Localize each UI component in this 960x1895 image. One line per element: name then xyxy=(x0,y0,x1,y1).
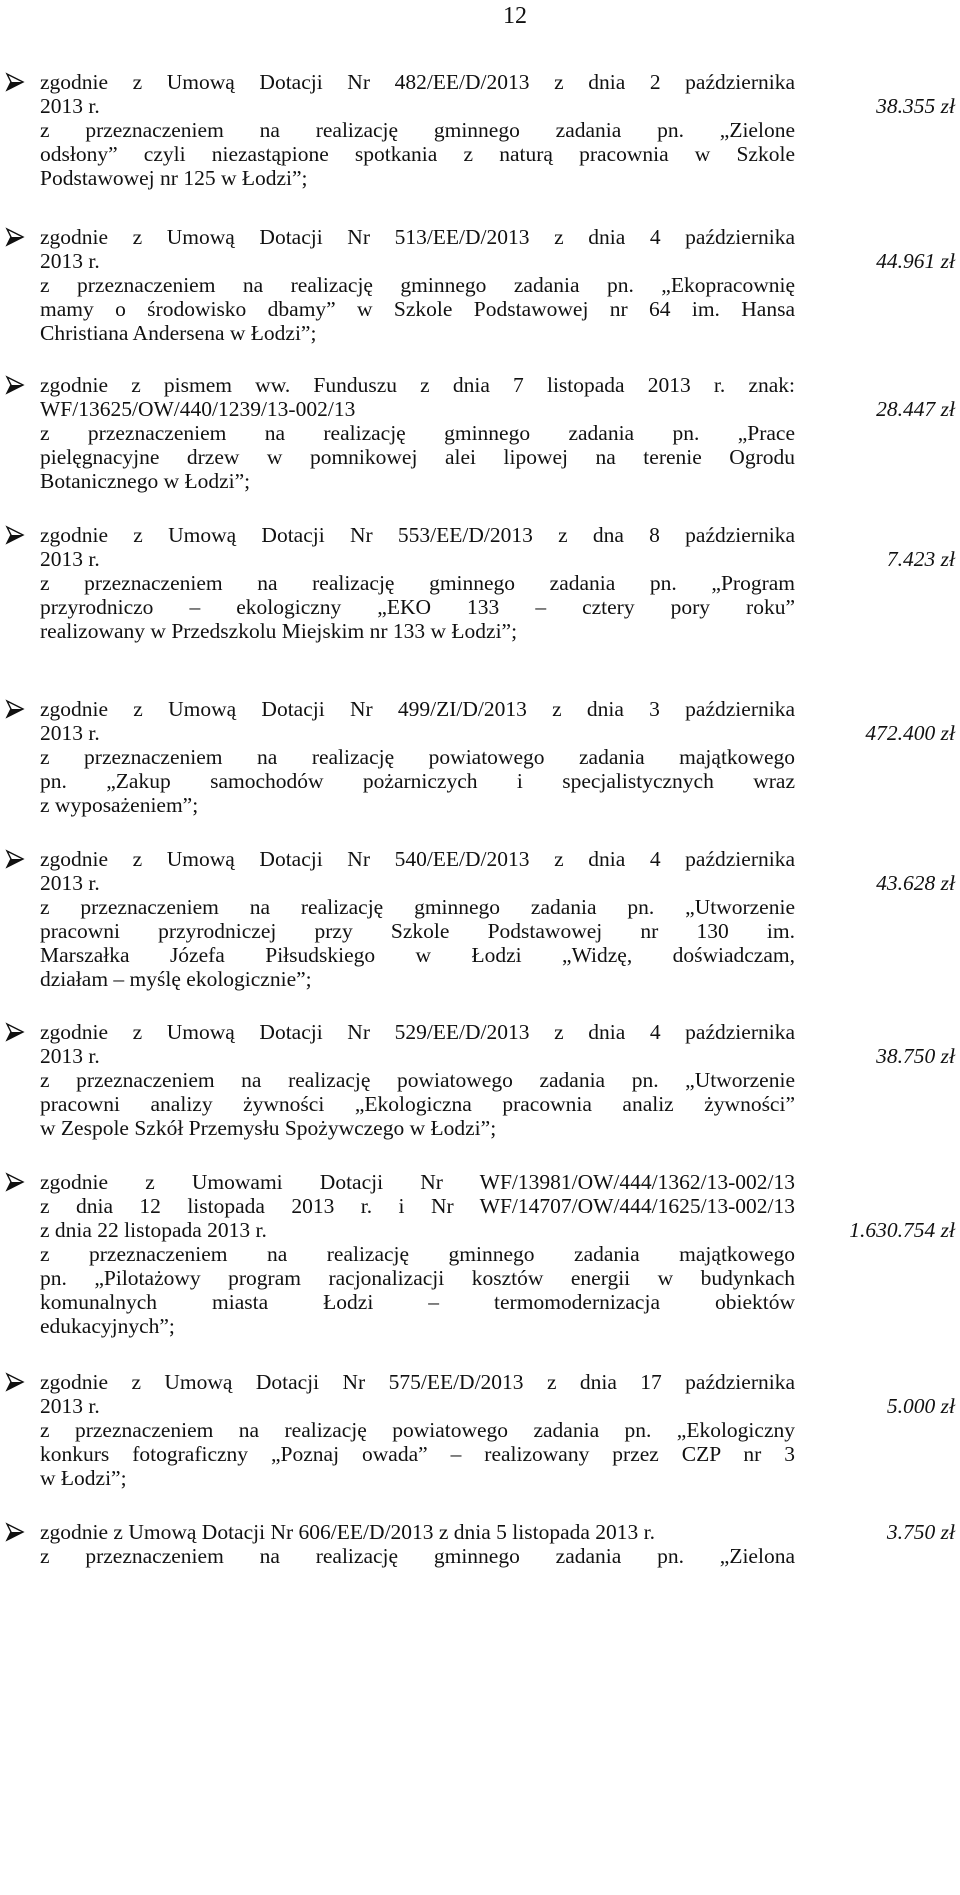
text-line: pn. „Pilotażowy program racjonalizacji kosztów energii w budynkach xyxy=(40,1266,795,1290)
page-number: 12 xyxy=(503,3,527,29)
text-line: zgodnie z Umową Dotacji Nr 529/EE/D/2013 z dnia 4 października xyxy=(40,1020,795,1044)
text-line: zgodnie z Umową Dotacji Nr 606/EE/D/2013 z dnia 5 listopada 2013 r. xyxy=(40,1520,656,1544)
text-line: z przeznaczeniem na realizację powiatowego zadania pn. „Utworzenie xyxy=(40,1068,795,1092)
text-line: z przeznaczeniem na realizację gminnego zadania pn. „Ekopracownię xyxy=(40,273,795,297)
text-line: mamy o środowisko dbamy” w Szkole Podstawowej nr 64 im. Hansa xyxy=(40,297,795,321)
text-line: zgodnie z pismem ww. Funduszu z dnia 7 listopada 2013 r. znak: xyxy=(40,373,795,397)
text-line: Botanicznego w Łodzi”; xyxy=(40,469,251,493)
amount-value: 38.355 zł xyxy=(876,94,955,118)
text-line: z wyposażeniem”; xyxy=(40,793,199,817)
text-line: edukacyjnych”; xyxy=(40,1314,175,1338)
text-line: z przeznaczeniem na realizację gminnego zadania majątkowego xyxy=(40,1242,795,1266)
arrow-bullet-icon xyxy=(5,849,25,869)
text-line: konkurs fotograficzny „Poznaj owada” – realizowany przez CZP nr 3 xyxy=(40,1442,795,1466)
amount-value: 38.750 zł xyxy=(876,1044,955,1068)
entry-text xyxy=(40,847,795,991)
entry-text xyxy=(40,1520,795,1568)
text-line: zgodnie z Umowami Dotacji Nr WF/13981/OW/444/1362/13-002/13 xyxy=(40,1170,795,1194)
amount-value: 1.630.754 zł xyxy=(849,1218,955,1242)
arrow-bullet-icon xyxy=(5,72,25,92)
text-line: pracowni analizy żywności „Ekologiczna pracownia analiz żywności” xyxy=(40,1092,795,1116)
amount-value: 472.400 zł xyxy=(865,721,955,745)
text-line: Marszałka Józefa Piłsudskiego w Łodzi „Widzę, doświadczam, xyxy=(40,943,795,967)
text-line: komunalnych miasta Łodzi – termomodernizacja obiektów xyxy=(40,1290,795,1314)
text-line: z przeznaczeniem na realizację gminnego zadania pn. „Utworzenie xyxy=(40,895,795,919)
arrow-bullet-icon xyxy=(5,1522,25,1542)
entry-text xyxy=(40,1020,795,1140)
text-line: z przeznaczeniem na realizację gminnego zadania pn. „Prace xyxy=(40,421,795,445)
entry-text xyxy=(40,70,795,190)
arrow-bullet-icon xyxy=(5,1372,25,1392)
text-line: zgodnie z Umową Dotacji Nr 553/EE/D/2013 z dna 8 października xyxy=(40,523,795,547)
text-line: Christiana Andersena w Łodzi”; xyxy=(40,321,317,345)
text-line: zgodnie z Umową Dotacji Nr 513/EE/D/2013 z dnia 4 października xyxy=(40,225,795,249)
arrow-bullet-icon xyxy=(5,525,25,545)
text-line: 2013 r. xyxy=(40,94,100,118)
text-line: z przeznaczeniem na realizację gminnego zadania pn. „Program xyxy=(40,571,795,595)
text-line: z przeznaczeniem na realizację gminnego zadania pn. „Zielona xyxy=(40,1544,795,1568)
arrow-bullet-icon xyxy=(5,699,25,719)
amount-value: 28.447 zł xyxy=(876,397,955,421)
text-line: pn. „Zakup samochodów pożarniczych i specjalistycznych wraz xyxy=(40,769,795,793)
text-line: odsłony” czyli niezastąpione spotkania z naturą pracownia w Szkole xyxy=(40,142,795,166)
amount-value: 7.423 zł xyxy=(886,547,955,571)
text-line: 2013 r. xyxy=(40,1044,100,1068)
arrow-bullet-icon xyxy=(5,375,25,395)
text-line: w Łodzi”; xyxy=(40,1466,127,1490)
text-line: 2013 r. xyxy=(40,721,100,745)
text-line: z dnia 22 listopada 2013 r. xyxy=(40,1218,267,1242)
text-line: 2013 r. xyxy=(40,1394,100,1418)
text-line: zgodnie z Umową Dotacji Nr 499/ZI/D/2013 z dnia 3 października xyxy=(40,697,795,721)
amount-value: 5.000 zł xyxy=(886,1394,955,1418)
text-line: zgodnie z Umową Dotacji Nr 575/EE/D/2013 z dnia 17 października xyxy=(40,1370,795,1394)
text-line: pielęgnacyjne drzew w pomnikowej alei lipowej na terenie Ogrodu xyxy=(40,445,795,469)
text-line: z dnia 12 listopada 2013 r. i Nr WF/14707/OW/444/1625/13-002/13 xyxy=(40,1194,795,1218)
entry-text xyxy=(40,697,795,817)
text-line: Podstawowej nr 125 w Łodzi”; xyxy=(40,166,308,190)
amount-value: 3.750 zł xyxy=(886,1520,955,1544)
entry-text xyxy=(40,1370,795,1490)
arrow-bullet-icon xyxy=(5,227,25,247)
text-line: WF/13625/OW/440/1239/13-002/13 xyxy=(40,397,356,421)
text-line: z przeznaczeniem na realizację powiatowego zadania majątkowego xyxy=(40,745,795,769)
text-line: przyrodniczo – ekologiczny „EKO 133 – cztery pory roku” xyxy=(40,595,795,619)
text-line: pracowni przyrodniczej przy Szkole Podstawowej nr 130 im. xyxy=(40,919,795,943)
text-line: 2013 r. xyxy=(40,547,100,571)
entry-text xyxy=(40,373,795,493)
entry-text xyxy=(40,523,795,643)
entry-text xyxy=(40,1170,795,1338)
text-line: zgodnie z Umową Dotacji Nr 540/EE/D/2013 z dnia 4 października xyxy=(40,847,795,871)
text-line: realizowany w Przedszkolu Miejskim nr 133 w Łodzi”; xyxy=(40,619,518,643)
entry-text xyxy=(40,225,795,345)
text-line: działam – myślę ekologicznie”; xyxy=(40,967,312,991)
text-line: z przeznaczeniem na realizację powiatowego zadania pn. „Ekologiczny xyxy=(40,1418,795,1442)
text-line: w Zespole Szkół Przemysłu Spożywczego w Łodzi”; xyxy=(40,1116,497,1140)
amount-value: 44.961 zł xyxy=(876,249,955,273)
text-line: 2013 r. xyxy=(40,249,100,273)
arrow-bullet-icon xyxy=(5,1172,25,1192)
text-line: zgodnie z Umową Dotacji Nr 482/EE/D/2013 z dnia 2 października xyxy=(40,70,795,94)
amount-value: 43.628 zł xyxy=(876,871,955,895)
arrow-bullet-icon xyxy=(5,1022,25,1042)
text-line: z przeznaczeniem na realizację gminnego zadania pn. „Zielone xyxy=(40,118,795,142)
text-line: 2013 r. xyxy=(40,871,100,895)
